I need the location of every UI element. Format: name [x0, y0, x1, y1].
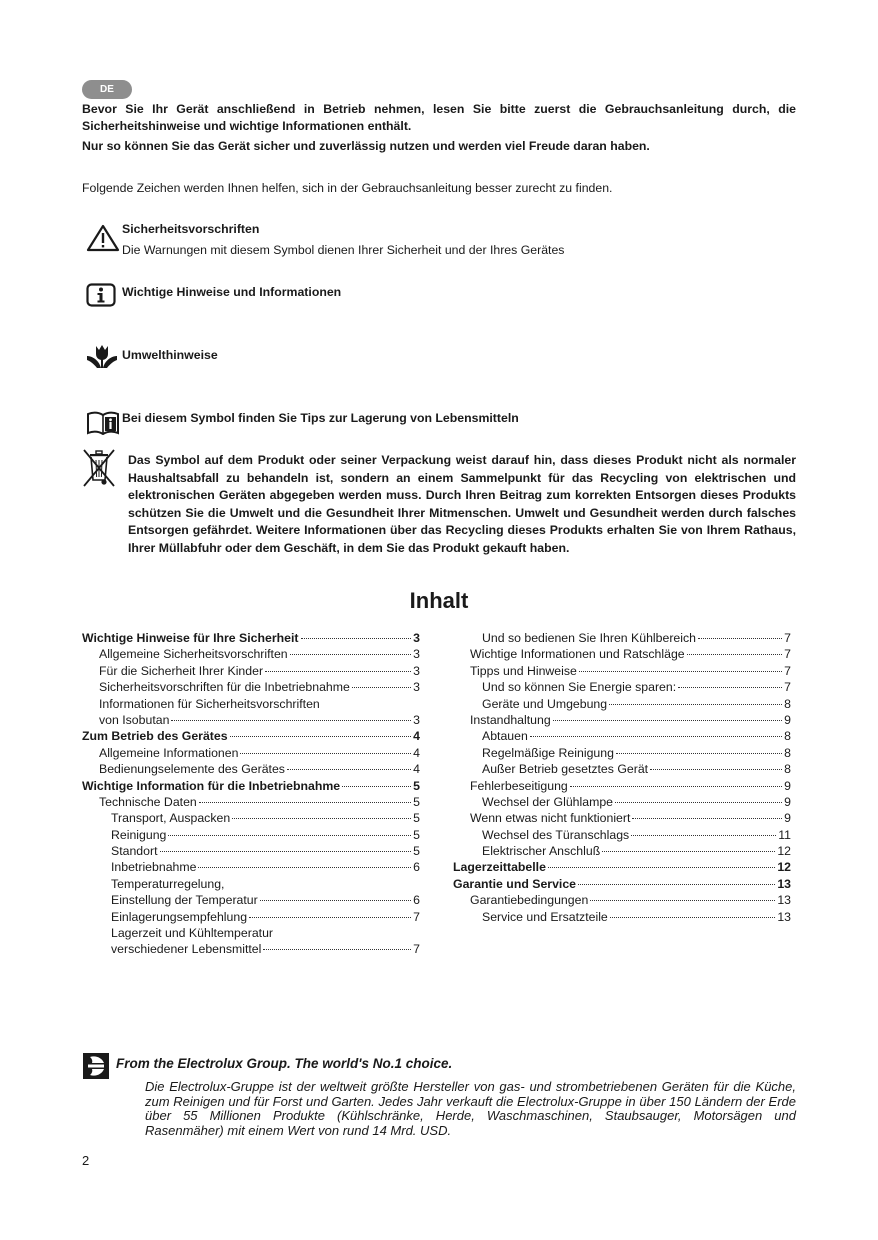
- toc-entry: [82, 810, 420, 826]
- toc-entry: [82, 941, 420, 957]
- toc-entry: [82, 859, 420, 875]
- toc-entry: [82, 827, 420, 843]
- toc-leader-dots: [687, 654, 783, 655]
- toc-entry-title: Service und Ersatzteile: [482, 909, 608, 924]
- toc-leader-dots: [530, 736, 782, 737]
- toc-entry-page: 8: [784, 762, 791, 777]
- toc-entry-page: 9: [784, 712, 791, 727]
- toc-entry-title: Instandhaltung: [470, 712, 551, 727]
- toc-entry-title: Technische Daten: [99, 794, 197, 809]
- toc-entry-title: Transport, Auspacken: [111, 811, 231, 826]
- toc-column-2: [453, 630, 791, 925]
- toc-entry-page: 7: [784, 647, 791, 662]
- flower-icon: [86, 344, 118, 375]
- toc-entry-title: Wichtige Hinweise für Ihre Sicherheit: [82, 631, 299, 645]
- toc-entry-title: Inbetriebnahme: [111, 860, 197, 875]
- toc-entry: [453, 909, 791, 925]
- toc-leader-dots: [168, 835, 411, 836]
- toc-entry: [453, 843, 791, 859]
- toc-entry-title: Wichtige Informationen und Ratschläge: [470, 647, 685, 662]
- toc-leader-dots: [579, 671, 782, 672]
- toc-leader-dots: [171, 720, 411, 721]
- toc-entry: [453, 728, 791, 744]
- book-info-icon: [86, 411, 120, 440]
- toc-entry: [453, 892, 791, 908]
- toc-entry-title: Wechsel der Glühlampe: [482, 794, 614, 809]
- toc-entry-page: 3: [413, 680, 420, 695]
- toc-leader-dots: [610, 917, 776, 918]
- toc-leader-dots: [199, 802, 411, 803]
- toc-leader-dots: [578, 884, 775, 885]
- toc-leader-dots: [263, 949, 411, 950]
- toc-leader-dots: [249, 917, 411, 918]
- toc-entry-title: Standort: [111, 844, 158, 859]
- toc-entry-page: 11: [778, 827, 791, 842]
- toc-entry-page: 4: [413, 762, 420, 777]
- footer-text: Die Electrolux-Gruppe ist der weltweit größte Hersteller von gas- und strombetriebenen Geräten für die Küche, zum Reinigen und für Forst und Garten. Jedes Jahr verkauft die Electrolux-Gruppe in über 150 Ländern der Erde über 55 Millionen Produkte (Kühlschränke, Herde, Waschmaschinen, Staubsauger, Motorsägen und Rasenmäher) mit einem Wert von rund 14 Mrd. USD.: [145, 1079, 796, 1138]
- toc-entry: [82, 646, 420, 662]
- toc-leader-dots: [342, 786, 411, 787]
- toc-leader-dots: [650, 769, 782, 770]
- toc-entry-title: Außer Betrieb gesetztes Gerät: [482, 762, 649, 777]
- toc-entry-page: 7: [784, 663, 791, 678]
- toc-entry-title: Bedienungselemente des Gerätes: [99, 762, 285, 777]
- toc-entry-page: 13: [777, 876, 791, 891]
- toc-entry-page: 4: [413, 745, 420, 760]
- toc-entry-title: Garantie und Service: [453, 876, 577, 891]
- safety-description: Die Warnungen mit diesem Symbol dienen Ihrer Sicherheit und der Ihres Gerätes: [122, 243, 565, 257]
- toc-entry: [453, 810, 791, 826]
- toc-entry: [82, 712, 420, 728]
- toc-entry-page: 8: [784, 729, 791, 744]
- toc-leader-dots: [602, 851, 775, 852]
- toc-entry-title: Einlagerungsempfehlung: [111, 909, 248, 924]
- toc-entry-page: 9: [784, 794, 791, 809]
- toc-entry: [82, 696, 420, 712]
- toc-entry-title: von Isobutan: [99, 712, 170, 727]
- toc-entry: [453, 679, 791, 695]
- toc-leader-dots: [160, 851, 412, 852]
- toc-leader-dots: [553, 720, 782, 721]
- toc-entry: [82, 663, 420, 679]
- toc-entry-title: Regelmäßige Reinigung: [482, 745, 614, 760]
- toc-entry-title: Für die Sicherheit Ihrer Kinder: [99, 663, 264, 678]
- toc-leader-dots: [301, 638, 412, 639]
- toc-entry-title: Wichtige Information für die Inbetriebnahme: [82, 778, 341, 793]
- toc-entry: [453, 630, 791, 646]
- toc-entry-title: Allgemeine Informationen: [99, 745, 239, 760]
- toc-entry-title: Einstellung der Temperatur: [111, 893, 258, 908]
- toc-leader-dots: [609, 704, 782, 705]
- toc-leader-dots: [590, 900, 775, 901]
- toc-entry-page: 13: [777, 893, 791, 908]
- toc-entry-page: 4: [413, 729, 420, 744]
- toc-title: Inhalt: [409, 588, 469, 613]
- toc-entry: [453, 876, 791, 892]
- toc-entry: [453, 646, 791, 662]
- toc-entry-page: 7: [784, 680, 791, 695]
- weee-disposal-text: Das Symbol auf dem Produkt oder seiner Verpackung weist darauf hin, dass dieses Produkt nicht als normaler Haushaltsabfall zu behandeln ist, sondern an einem Sammelpunkt für das Recycling von elektrischen und elektronischen Geräten abgegeben werden muss. Durch Ihren Beitrag zum korrekten Entsorgen dieses Produkts schützen Sie die Umwelt und die Gesundheit Ihrer Mitmenschen. Umwelt und Gesundheit werden durch falsches Entsorgen gefährdet. Weitere Informationen über das Recycling dieses Produkts erhalten Sie von Ihrem Rathaus, Ihrer Müllabfuhr oder dem Geschäft, in dem Sie das Produkt gekauft haben.: [128, 453, 796, 555]
- toc-entry: [82, 794, 420, 810]
- toc-entry-page: 12: [777, 844, 791, 859]
- toc-leader-dots: [230, 736, 412, 737]
- toc-entry: [82, 728, 420, 744]
- intro-paragraph-2: Nur so können Sie das Gerät sicher und zuverlässig nutzen und werden viel Freude daran haben.: [82, 139, 650, 153]
- info-title: Wichtige Hinweise und Informationen: [122, 285, 342, 299]
- toc-entry-page: 7: [413, 909, 420, 924]
- warning-triangle-icon: [86, 224, 120, 257]
- toc-entry-title: Fehlerbeseitigung: [470, 778, 568, 793]
- page-number: 2: [82, 1153, 90, 1168]
- toc-entry-page: 7: [784, 631, 791, 645]
- toc-entry-title: Informationen für Sicherheitsvorschriften: [99, 696, 320, 711]
- toc-entry-title: Temperaturregelung,: [111, 876, 225, 891]
- toc-entry: [82, 745, 420, 761]
- toc-leader-dots: [632, 818, 782, 819]
- toc-leader-dots: [615, 802, 782, 803]
- toc-entry: [453, 761, 791, 777]
- toc-leader-dots: [698, 638, 782, 639]
- toc-entry-title: Geräte und Umgebung: [482, 696, 608, 711]
- toc-entry: [82, 925, 420, 941]
- toc-entry-title: verschiedener Lebensmittel: [111, 942, 262, 957]
- toc-leader-dots: [265, 671, 411, 672]
- toc-entry-title: Garantiebedingungen: [470, 893, 589, 908]
- toc-leader-dots: [198, 867, 411, 868]
- toc-entry-page: 6: [413, 860, 420, 875]
- safety-title: Sicherheitsvorschriften: [122, 222, 260, 236]
- info-icon: [86, 283, 116, 312]
- toc-leader-dots: [548, 867, 775, 868]
- toc-entry-page: 6: [413, 893, 420, 908]
- toc-column-1: [82, 630, 420, 958]
- toc-entry-page: 5: [413, 827, 420, 842]
- toc-leader-dots: [616, 753, 782, 754]
- toc-entry-page: 12: [777, 860, 791, 875]
- toc-entry-title: Sicherheitsvorschriften für die Inbetriebnahme: [99, 680, 350, 695]
- electrolux-logo-icon: [83, 1053, 109, 1084]
- toc-entry: [82, 909, 420, 925]
- toc-leader-dots: [260, 900, 411, 901]
- toc-entry-title: Tipps und Hinweise: [470, 663, 577, 678]
- toc-entry-page: 13: [777, 909, 791, 924]
- toc-leader-dots: [678, 687, 782, 688]
- toc-entry-title: Elektrischer Anschluß: [482, 844, 601, 859]
- toc-entry: [453, 827, 791, 843]
- language-badge: DE: [82, 80, 132, 99]
- toc-entry: [82, 876, 420, 892]
- toc-entry-page: 3: [413, 712, 420, 727]
- toc-entry-page: 3: [413, 631, 420, 645]
- toc-entry: [453, 696, 791, 712]
- toc-leader-dots: [287, 769, 411, 770]
- toc-entry-page: 7: [413, 942, 420, 957]
- toc-entry-page: 5: [413, 778, 420, 793]
- toc-entry-title: Lagerzeit und Kühltemperatur: [111, 926, 274, 941]
- toc-leader-dots: [290, 654, 412, 655]
- toc-entry-page: 3: [413, 647, 420, 662]
- toc-entry-title: Reinigung: [111, 827, 167, 842]
- toc-entry: [453, 712, 791, 728]
- toc-entry: [82, 679, 420, 695]
- toc-leader-dots: [570, 786, 782, 787]
- toc-entry-page: 9: [784, 778, 791, 793]
- toc-leader-dots: [240, 753, 411, 754]
- toc-entry: [82, 892, 420, 908]
- food-storage-title: Bei diesem Symbol finden Sie Tips zur Lagerung von Lebensmitteln: [122, 411, 519, 425]
- toc-entry-title: Lagerzeittabelle: [453, 860, 546, 875]
- toc-entry: [82, 761, 420, 777]
- toc-entry-page: 5: [413, 844, 420, 859]
- footer-title: From the Electrolux Group. The world's No.1 choice.: [116, 1056, 453, 1071]
- toc-entry-title: Allgemeine Sicherheitsvorschriften: [99, 647, 288, 662]
- toc-entry-page: 8: [784, 745, 791, 760]
- toc-entry-title: Und so bedienen Sie Ihren Kühlbereich: [482, 631, 696, 645]
- toc-entry: [453, 859, 791, 875]
- toc-entry-page: 8: [784, 696, 791, 711]
- intro-paragraph-1: Bevor Sie Ihr Gerät anschließend in Betrieb nehmen, lesen Sie bitte zuerst die Gebrauchsanleitung durch, die Sicherheitshinweise und wichtige Informationen enthält.: [82, 102, 796, 133]
- environment-title: Umwelthinweise: [122, 348, 218, 362]
- toc-entry: [453, 663, 791, 679]
- toc-leader-dots: [232, 818, 411, 819]
- toc-entry-page: 3: [413, 663, 420, 678]
- toc-entry-title: Wechsel des Türanschlags: [482, 827, 630, 842]
- toc-entry-title: Wenn etwas nicht funktioniert: [470, 811, 631, 826]
- toc-entry-title: Zum Betrieb des Gerätes: [82, 729, 228, 744]
- toc-entry: [82, 778, 420, 794]
- toc-entry: [453, 745, 791, 761]
- crossed-bin-icon: [82, 448, 116, 493]
- toc-entry-page: 5: [413, 794, 420, 809]
- toc-entry-title: Und so können Sie Energie sparen:: [482, 680, 677, 695]
- toc-entry: [453, 794, 791, 810]
- toc-entry-page: 9: [784, 811, 791, 826]
- toc-entry-page: 5: [413, 811, 420, 826]
- toc-entry-title: Abtauen: [482, 729, 528, 744]
- toc-entry: [82, 630, 420, 646]
- toc-leader-dots: [631, 835, 776, 836]
- toc-entry: [453, 778, 791, 794]
- toc-leader-dots: [352, 687, 411, 688]
- toc-entry: [82, 843, 420, 859]
- legend-intro: Folgende Zeichen werden Ihnen helfen, sich in der Gebrauchsanleitung besser zurecht zu finden.: [82, 181, 613, 195]
